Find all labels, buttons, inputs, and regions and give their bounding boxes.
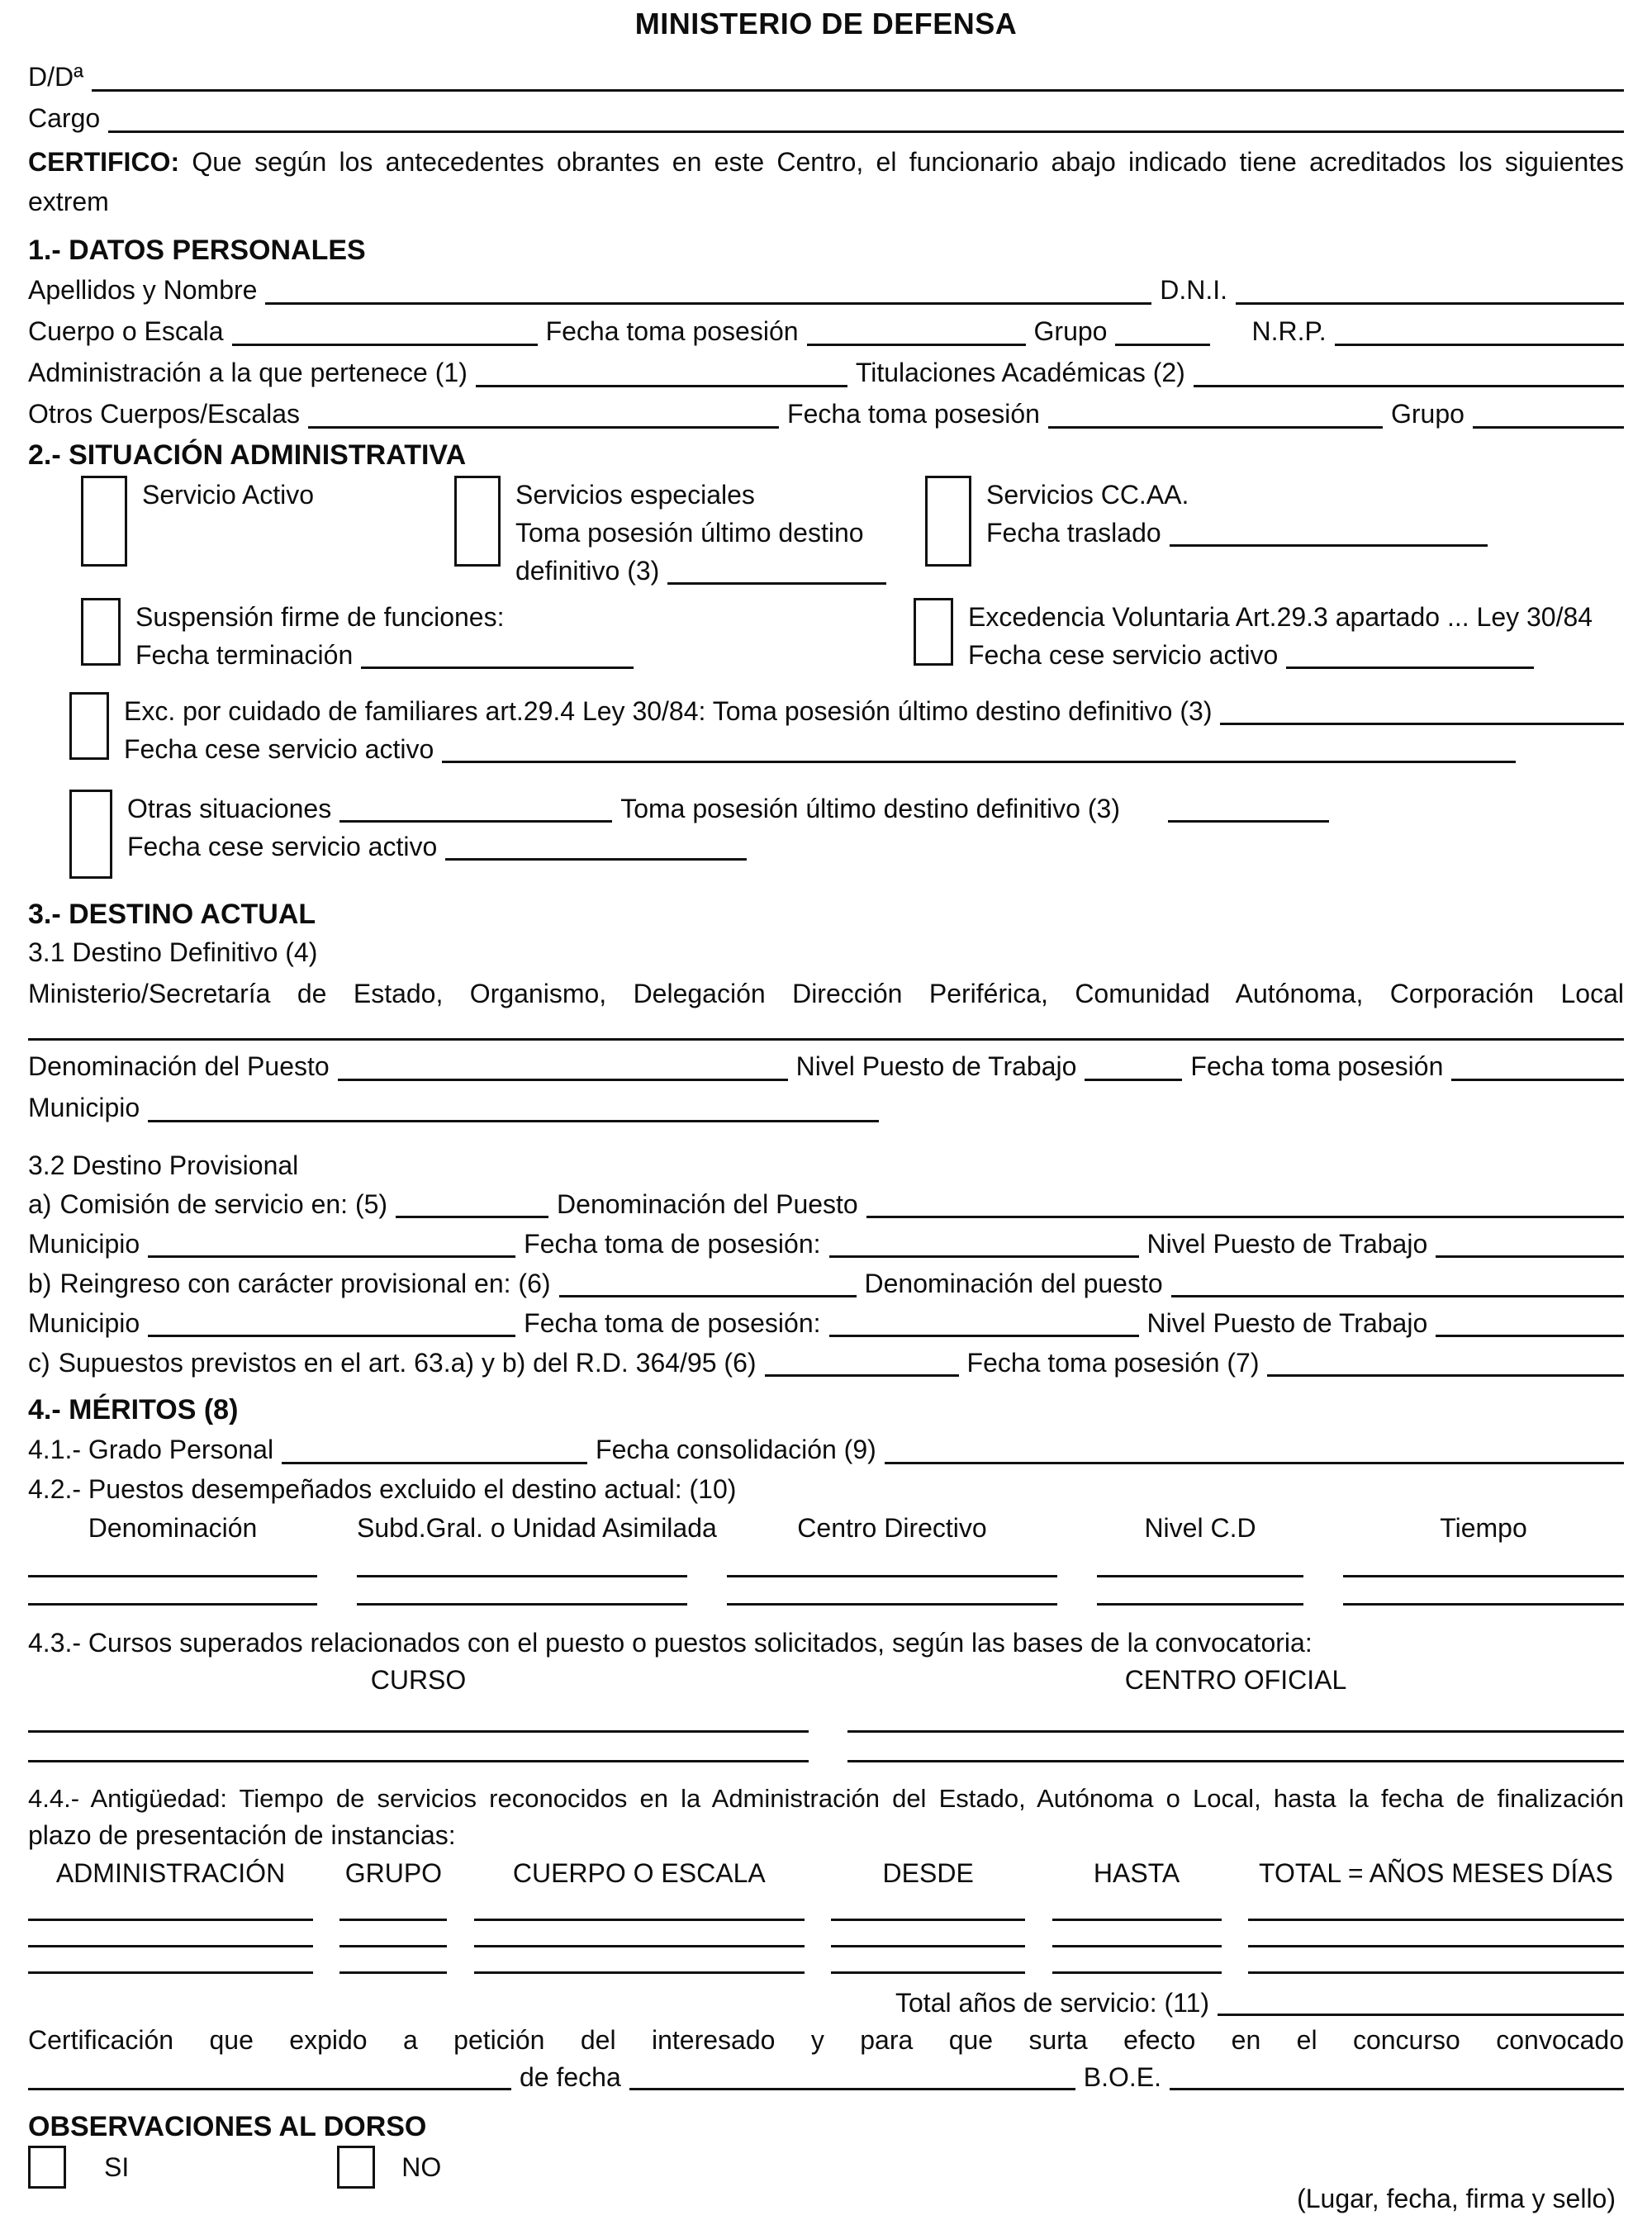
cuerpo-row [28, 311, 1624, 352]
antiguedad-header-desde: DESDE [882, 1858, 974, 1888]
cargo-label: Cargo [28, 103, 101, 133]
antiguedad-header-total: TOTAL = AÑOS MESES DÍAS [1259, 1858, 1613, 1888]
nrp-label: N.R.P. [1251, 316, 1327, 346]
concurso-field[interactable] [28, 2066, 511, 2090]
cargo-field[interactable] [108, 108, 1624, 133]
servicios-especiales-l2: Toma posesión último destino [515, 518, 864, 548]
c-letter: c) [28, 1348, 50, 1378]
fecha-traslado-field[interactable] [1170, 525, 1488, 547]
antiguedad-1-administracion-field[interactable] [28, 1906, 313, 1921]
antiguedad-3-desde-field[interactable] [831, 1959, 1025, 1974]
antiguedad-3-cuerpo-field[interactable] [474, 1959, 805, 1974]
puestos-1-centro-field[interactable] [727, 1563, 1057, 1577]
antiguedad-2-cuerpo-field[interactable] [474, 1933, 805, 1947]
apellidos-label: Apellidos y Nombre [28, 275, 258, 305]
puestos-1-nivel-field[interactable] [1097, 1563, 1303, 1577]
antiguedad-1-cuerpo-field[interactable] [474, 1906, 805, 1921]
a-municipio-label: Municipio [28, 1229, 140, 1259]
fecha-traslado-label: Fecha traslado [986, 518, 1161, 548]
puestos-line-row-2 [28, 1591, 1624, 1606]
municipio-b-row [28, 1303, 1624, 1343]
toma-posesion-definitivo-field[interactable] [667, 563, 886, 585]
opcion-servicios-especiales [454, 476, 925, 590]
section-2-title: 2.- SITUACIÓN ADMINISTRATIVA [28, 439, 467, 471]
checkbox-servicios-ccaa[interactable] [925, 476, 971, 567]
fecha-toma-label: Fecha toma posesión [545, 316, 799, 346]
puestos-2-denominacion-field[interactable] [28, 1591, 317, 1606]
consolidacion-field[interactable] [885, 1440, 1624, 1464]
cursos-header-row [28, 1663, 1624, 1696]
puestos-header-centro: Centro Directivo [797, 1513, 987, 1543]
toma-posesion-familiares-field[interactable] [1220, 704, 1624, 725]
opcion-servicios-ccaa [925, 476, 1624, 567]
comision-row [28, 1184, 1624, 1224]
reingreso-field[interactable] [559, 1273, 857, 1297]
section-3-2-title: 3.2 Destino Provisional [28, 1150, 299, 1180]
fecha-cese-excedencia-label: Fecha cese servicio activo [968, 640, 1279, 670]
lugar-fecha-firma-label: (Lugar, fecha, firma y sello) [1297, 2184, 1616, 2213]
antiguedad-title-l2: plazo de presentación de instancias: [28, 1820, 456, 1850]
certifico-line [28, 142, 1624, 221]
antiguedad-line-row-3 [28, 1959, 1624, 1974]
antiguedad-header-grupo: GRUPO [344, 1858, 443, 1888]
antiguedad-2-grupo-field[interactable] [339, 1933, 447, 1947]
servicios-ccaa-l1: Servicios CC.AA. [986, 480, 1189, 510]
otras-situaciones-field[interactable] [339, 801, 612, 823]
antiguedad-1-grupo-field[interactable] [339, 1906, 447, 1921]
administracion-field[interactable] [476, 363, 847, 387]
no-label: NO [401, 2152, 442, 2182]
otras-toma-posesion-label: Toma posesión último destino definitivo (3) [620, 794, 1120, 823]
apellidos-row [28, 269, 1624, 311]
d-label: D/Dª [28, 62, 83, 92]
puestos-2-tiempo-field[interactable] [1343, 1591, 1624, 1606]
puestos-2-subdgral-field[interactable] [357, 1591, 687, 1606]
b-municipio-label: Municipio [28, 1308, 140, 1338]
puestos-line-row-1 [28, 1563, 1624, 1577]
b-letter: b) [28, 1269, 52, 1298]
antiguedad-title-l1: 4.4.- Antigüedad: Tiempo de servicios reconocidos en la Administración del Estado, Autónoma o Local, hasta la fecha de finalización [28, 1784, 1624, 1813]
servicios-especiales-l3: definitivo (3) [515, 556, 660, 586]
antiguedad-line-row-1 [28, 1906, 1624, 1921]
opcion-excedencia [914, 598, 1624, 674]
a-nivel-label: Nivel Puesto de Trabajo [1146, 1229, 1428, 1259]
puestos-header-nivel: Nivel C.D [1144, 1513, 1256, 1543]
puestos-1-tiempo-field[interactable] [1343, 1563, 1624, 1577]
b-fecha-label: Fecha toma de posesión: [524, 1308, 821, 1338]
checkbox-otras-situaciones[interactable] [69, 790, 112, 879]
b-fecha-field[interactable] [829, 1312, 1139, 1337]
fecha-toma-destino-field[interactable] [1451, 1056, 1624, 1081]
denominacion-label: Denominación del Puesto [28, 1051, 330, 1081]
consolidacion-label: Fecha consolidación (9) [596, 1435, 876, 1464]
administracion-label: Administración a la que pertenece (1) [28, 358, 468, 387]
antiguedad-2-hasta-field[interactable] [1052, 1933, 1222, 1947]
checkbox-observaciones-si[interactable] [28, 2146, 66, 2189]
total-servicio-label: Total años de servicio: (11) [895, 1988, 1210, 2018]
exc-familiares-l1: Exc. por cuidado de familiares art.29.4 Ley 30/84: Toma posesión último destino definitivo (3) [124, 696, 1213, 726]
observaciones-title: OBSERVACIONES AL DORSO [28, 2111, 427, 2142]
a-fecha-label: Fecha toma de posesión: [524, 1229, 821, 1259]
fecha-cese-familiares-field[interactable] [442, 742, 1516, 763]
supuestos-label: Supuestos previstos en el art. 63.a) y b) del R.D. 364/95 (6) [58, 1348, 757, 1378]
curso-1-field[interactable] [28, 1718, 809, 1733]
checkbox-suspension-firme[interactable] [81, 598, 121, 666]
supuestos-field[interactable] [765, 1352, 959, 1377]
antiguedad-2-administracion-field[interactable] [28, 1933, 313, 1947]
puestos-2-nivel-field[interactable] [1097, 1591, 1303, 1606]
cursos-line-row-2 [28, 1748, 1624, 1762]
grado-label: 4.1.- Grado Personal [28, 1435, 274, 1464]
a-nivel-field[interactable] [1436, 1233, 1624, 1258]
municipio-field[interactable] [148, 1098, 879, 1122]
c-fecha-field[interactable] [1267, 1352, 1624, 1377]
d-row [28, 56, 1624, 97]
dni-field[interactable] [1236, 280, 1624, 305]
cursos-title: 4.3.- Cursos superados relacionados con el puesto o puestos solicitados, según las bases de la convocatoria: [28, 1628, 1313, 1658]
denominacion-field[interactable] [338, 1056, 788, 1081]
page-title: MINISTERIO DE DEFENSA [634, 7, 1018, 40]
section-3-title: 3.- DESTINO ACTUAL [28, 899, 316, 930]
boe-label: B.O.E. [1083, 2062, 1162, 2092]
grupo-field[interactable] [1115, 321, 1210, 346]
fecha-terminacion-label: Fecha terminación [135, 640, 354, 670]
antiguedad-3-hasta-field[interactable] [1052, 1959, 1222, 1974]
servicio-activo-label: Servicio Activo [142, 480, 315, 510]
puestos-header-subdgral: Subd.Gral. o Unidad Asimilada [357, 1513, 717, 1543]
situacion-row-1 [81, 476, 1624, 590]
antiguedad-1-total-field[interactable] [1248, 1906, 1624, 1921]
municipio-row [28, 1087, 1624, 1128]
nivel-label: Nivel Puesto de Trabajo [795, 1051, 1077, 1081]
reingreso-label: Reingreso con carácter provisional en: (6) [59, 1269, 551, 1298]
fecha-toma-field[interactable] [807, 321, 1026, 346]
opcion-servicio-activo [81, 476, 454, 567]
antiguedad-2-total-field[interactable] [1248, 1933, 1624, 1947]
a-denominacion-label: Denominación del Puesto [557, 1189, 858, 1219]
antiguedad-header-hasta: HASTA [1093, 1858, 1180, 1888]
cuerpo-field[interactable] [232, 321, 538, 346]
cuerpo-label: Cuerpo o Escala [28, 316, 224, 346]
cursos-header-curso: CURSO [370, 1665, 467, 1695]
fecha-cese-familiares-label: Fecha cese servicio activo [124, 734, 434, 764]
antiguedad-3-total-field[interactable] [1248, 1959, 1624, 1974]
checkbox-servicio-activo[interactable] [81, 476, 127, 567]
antiguedad-3-administracion-field[interactable] [28, 1959, 313, 1974]
fecha-terminacion-field[interactable] [361, 648, 634, 669]
antiguedad-line-row-2 [28, 1933, 1624, 1947]
grado-row [28, 1429, 1624, 1470]
de-fecha-label: de fecha [520, 2062, 621, 2092]
a-municipio-field[interactable] [148, 1233, 515, 1258]
dni-label: D.N.I. [1160, 275, 1227, 305]
section-3-1-title: 3.1 Destino Definitivo (4) [28, 937, 318, 967]
puestos-title: 4.2.- Puestos desempeñados excluido el destino actual: (10) [28, 1474, 737, 1504]
excedencia-l1: Excedencia Voluntaria Art.29.3 apartado ... Ley 30/84 [968, 602, 1593, 632]
total-servicio-row [28, 1984, 1624, 2022]
antiguedad-1-hasta-field[interactable] [1052, 1906, 1222, 1921]
total-servicio-field[interactable] [1218, 1991, 1624, 2016]
servicios-especiales-l1: Servicios especiales [515, 480, 755, 510]
puestos-1-denominacion-field[interactable] [28, 1563, 317, 1577]
centro-oficial-2-field[interactable] [847, 1748, 1624, 1762]
cargo-row [28, 97, 1624, 139]
antiguedad-3-grupo-field[interactable] [339, 1959, 447, 1974]
section-4-title: 4.- MÉRITOS (8) [28, 1394, 239, 1425]
opcion-otras-situaciones [69, 790, 1624, 879]
certificacion-line: Certificación que expido a petición del interesado y para que surta efecto en el concurso convocado [28, 2025, 1624, 2055]
cursos-header-centro-oficial: CENTRO OFICIAL [1124, 1665, 1347, 1695]
observaciones-row [28, 2146, 1624, 2220]
checkbox-excedencia-voluntaria[interactable] [914, 598, 953, 666]
grado-field[interactable] [282, 1440, 587, 1464]
grupo2-field[interactable] [1473, 404, 1624, 429]
grupo-label: Grupo [1033, 316, 1108, 346]
a-denominacion-field[interactable] [866, 1193, 1624, 1218]
comision-label: Comisión de servicio en: (5) [59, 1189, 388, 1219]
administracion-row [28, 352, 1624, 393]
b-municipio-field[interactable] [148, 1312, 515, 1337]
otros-cuerpos-label: Otros Cuerpos/Escalas [28, 399, 301, 429]
puestos-header-tiempo: Tiempo [1440, 1513, 1527, 1543]
comision-field[interactable] [396, 1193, 548, 1218]
organismo-field-row [28, 1026, 1624, 1041]
organismo-line: Ministerio/Secretaría de Estado, Organismo, Delegación Dirección Periférica, Comunidad Autónoma, Corporación Local [28, 979, 1624, 1008]
fecha-cese-excedencia-field[interactable] [1286, 648, 1534, 669]
antiguedad-1-desde-field[interactable] [831, 1906, 1025, 1921]
fecha-toma-destino-label: Fecha toma posesión [1190, 1051, 1444, 1081]
organismo-field[interactable] [28, 1026, 1624, 1041]
reingreso-row [28, 1264, 1624, 1303]
opcion-suspension [81, 598, 914, 674]
b-denominacion-label: Denominación del puesto [864, 1269, 1163, 1298]
certifico-text: Que según los antecedentes obrantes en este Centro, el funcionario abajo indicado tiene acreditados los siguientes extrem [28, 147, 1625, 216]
si-label: SI [104, 2152, 130, 2182]
section-1-title: 1.- DATOS PERSONALES [28, 235, 366, 266]
checkbox-observaciones-no[interactable] [337, 2146, 375, 2189]
a-letter: a) [28, 1189, 52, 1219]
situacion-row-2 [81, 598, 1624, 674]
certifico-label: CERTIFICO: [28, 147, 180, 177]
titulaciones-field[interactable] [1194, 363, 1624, 387]
fecha-concurso-field[interactable] [629, 2066, 1075, 2090]
antiguedad-header-cuerpo: CUERPO O ESCALA [512, 1858, 766, 1888]
otros-cuerpos-field[interactable] [308, 404, 779, 429]
antiguedad-header-administracion: ADMINISTRACIÓN [55, 1858, 286, 1888]
municipio-label: Municipio [28, 1093, 140, 1122]
nrp-field[interactable] [1335, 321, 1624, 346]
denominacion-row [28, 1046, 1624, 1087]
antiguedad-2-desde-field[interactable] [831, 1933, 1025, 1947]
situacion-row-3 [69, 692, 1624, 768]
fecha-cese-otras-field[interactable] [445, 839, 747, 861]
situacion-row-4 [69, 790, 1624, 879]
c-fecha-label: Fecha toma posesión (7) [966, 1348, 1260, 1378]
puestos-2-centro-field[interactable] [727, 1591, 1057, 1606]
otros-cuerpos-row [28, 393, 1624, 434]
grupo2-label: Grupo [1390, 399, 1464, 429]
puestos-header-row [28, 1511, 1624, 1544]
a-fecha-field[interactable] [829, 1233, 1139, 1258]
nombre-interesado-field[interactable] [92, 67, 1624, 92]
nivel-field[interactable] [1085, 1056, 1182, 1081]
boe-field[interactable] [1170, 2066, 1624, 2090]
centro-oficial-1-field[interactable] [847, 1718, 1624, 1733]
titulaciones-label: Titulaciones Académicas (2) [855, 358, 1185, 387]
puestos-1-subdgral-field[interactable] [357, 1563, 687, 1577]
checkbox-exc-cuidado-familiares[interactable] [69, 692, 109, 760]
b-nivel-label: Nivel Puesto de Trabajo [1146, 1308, 1428, 1338]
puestos-header-denominacion: Denominación [88, 1513, 258, 1543]
curso-2-field[interactable] [28, 1748, 809, 1762]
otras-situaciones-label: Otras situaciones [127, 794, 332, 823]
checkbox-servicios-especiales[interactable] [454, 476, 501, 567]
municipio-a-row [28, 1224, 1624, 1264]
opcion-exc-familiares [69, 692, 1624, 768]
apellidos-field[interactable] [265, 280, 1151, 305]
supuestos-row [28, 1343, 1624, 1383]
fecha-cese-otras-label: Fecha cese servicio activo [127, 832, 438, 861]
fecha-toma2-field[interactable] [1048, 404, 1383, 429]
suspension-l1: Suspensión firme de funciones: [135, 602, 505, 632]
otras-toma-posesion-field[interactable] [1168, 801, 1329, 823]
fecha-toma2-label: Fecha toma posesión [787, 399, 1040, 429]
cursos-line-row-1 [28, 1718, 1624, 1733]
antiguedad-header-row [28, 1857, 1624, 1890]
b-nivel-field[interactable] [1436, 1312, 1624, 1337]
b-denominacion-field[interactable] [1171, 1273, 1624, 1297]
